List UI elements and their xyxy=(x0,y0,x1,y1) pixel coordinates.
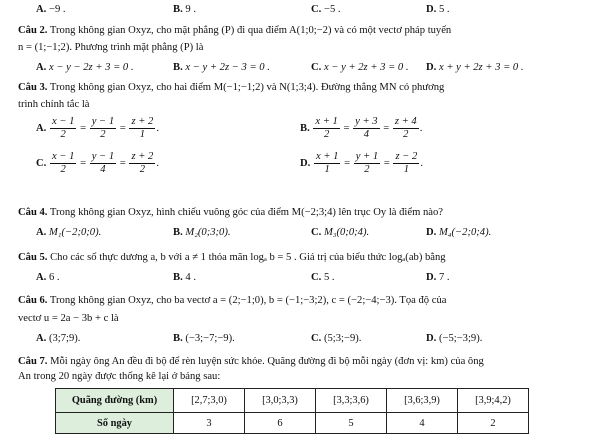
q3-b-frac-y: $\frac{y + 3}{4}$ xyxy=(355,116,378,141)
q4-stem: Câu 4. Trong không gian Oxyz, hình chiếu vuông góc của điểm M(−2;3;4) lên trục Oy là điểm nào? xyxy=(18,207,443,218)
q3-c-frac-y: $\frac{y - 1}{4}$ xyxy=(91,151,115,176)
q6-option-b: B. (−3;−7;−9). xyxy=(173,333,235,344)
q3-b-frac-z: $\frac{z + 4}{2}$ xyxy=(394,116,417,141)
q3-b-frac-x: $\frac{x + 1}{2}$ xyxy=(315,116,338,141)
q3-c-frac-x: $\frac{x - 1}{2}$ xyxy=(51,151,75,176)
q6-options xyxy=(36,331,587,347)
q3-option-d: D. $\frac{x + 1}{1}$ = $\frac{y + 1}{2}$ = $\frac{z - 2}{1}$ . xyxy=(300,151,423,176)
q2-option-c: C. x − y + 2z + 3 = 0 . xyxy=(311,62,409,73)
q3-a-frac-z: $\frac{z + 2}{1}$ xyxy=(131,116,154,141)
q3-stem-line2: trình chính tắc là xyxy=(18,99,90,110)
q4-option-a: A. M₁(−2;0;0). xyxy=(36,227,102,238)
q2-option-b: B. x − y + 2z − 3 = 0 . xyxy=(173,62,270,73)
q5-option-b: B. 4 . xyxy=(173,272,196,283)
q5-option-d: D. 7 . xyxy=(426,272,450,283)
q1-option-d: D. 5 . xyxy=(426,4,450,15)
q4-option-c: C. M₃(0;0;4). xyxy=(311,227,370,238)
table-cell-count: 4 xyxy=(387,413,458,434)
table-cell-count: 5 xyxy=(316,413,387,434)
q4-options xyxy=(36,225,587,241)
q7-stem-line1: Câu 7. Mỗi ngày ông An đều đi bộ để rèn luyện sức khỏe. Quãng đường đi bộ mỗi ngày (đơn vị: km) của ông xyxy=(18,356,484,367)
q5-option-c: C. 5 . xyxy=(311,272,335,283)
q2-options xyxy=(36,60,587,76)
q3-option-b: B. $\frac{x + 1}{2}$ = $\frac{y + 3}{4}$ = $\frac{z + 4}{2}$ . xyxy=(300,116,423,141)
q2-option-d: D. x + y + 2z + 3 = 0 . xyxy=(426,62,524,73)
table-cell-interval: [3,3;3,6) xyxy=(316,389,387,413)
q5-stem: Câu 5. Cho các số thực dương a, b với a ≠ 1 thỏa mãn logₐ b = 5 . Giá trị của biểu thức logₐ(ab) bằng xyxy=(18,252,446,263)
q1-option-a: A. −9 . xyxy=(36,4,66,15)
q3-d-frac-x: $\frac{x + 1}{1}$ xyxy=(315,151,339,176)
q2-stem-line2: n = (1;−1;2). Phương trình mặt phẳng (P) là xyxy=(18,42,204,53)
q6-option-c: C. (5;3;−9). xyxy=(311,333,362,344)
q3-d-frac-y: $\frac{y + 1}{2}$ xyxy=(355,151,379,176)
q7-stem-line2: An trong 20 ngày được thống kê lại ở bảng sau: xyxy=(18,371,221,382)
q6-option-d: D. (−5;−3;9). xyxy=(426,333,483,344)
q3-stem-line1: Câu 3. Trong không gian Oxyz, cho hai điểm M(−1;−1;2) và N(1;3;4). Đường thẳng MN có phương xyxy=(18,82,445,93)
table-cell-interval: [3,6;3,9) xyxy=(387,389,458,413)
table-row-distance xyxy=(56,389,529,413)
table-header-days: Số ngày xyxy=(56,413,174,434)
q5-options xyxy=(36,270,587,286)
q5-option-a: A. 6 . xyxy=(36,272,60,283)
q3-a-frac-x: $\frac{x - 1}{2}$ xyxy=(51,116,75,141)
table-cell-count: 3 xyxy=(174,413,245,434)
q3-option-a: A. $\frac{x - 1}{2}$ = $\frac{y - 1}{2}$ = $\frac{z + 2}{1}$ . xyxy=(36,116,159,141)
q3-d-frac-z: $\frac{z - 2}{1}$ xyxy=(395,151,418,176)
q7-distance-table xyxy=(55,388,529,434)
q3-option-c: C. $\frac{x - 1}{2}$ = $\frac{y - 1}{4}$ = $\frac{z + 2}{2}$ . xyxy=(36,151,159,176)
table-cell-count: 2 xyxy=(458,413,529,434)
table-cell-count: 6 xyxy=(245,413,316,434)
table-header-distance: Quãng đường (km) xyxy=(56,389,174,413)
q1-options xyxy=(36,2,587,18)
q4-option-b: B. M₂(0;3;0). xyxy=(173,227,231,238)
q6-stem-line1: Câu 6. Trong không gian Oxyz, cho ba vectơ a = (2;−1;0), b = (−1;−3;2), c = (−2;−4;−3). Tọa độ của xyxy=(18,295,447,306)
table-cell-interval: [3,0;3,3) xyxy=(245,389,316,413)
q3-c-frac-z: $\frac{z + 2}{2}$ xyxy=(131,151,154,176)
q6-stem-line2: vectơ u = 2a − 3b + c là xyxy=(18,313,119,324)
q3-a-frac-y: $\frac{y - 1}{2}$ xyxy=(91,116,115,141)
q6-option-a: A. (3;7;9). xyxy=(36,333,81,344)
table-row-days xyxy=(56,413,529,434)
q4-option-d: D. M₄(−2;0;4). xyxy=(426,227,492,238)
q2-stem-line1: Câu 2. Trong không gian Oxyz, cho mặt phẳng (P) đi qua điểm A(1;0;−2) và có một vectơ pháp tuyến xyxy=(18,25,452,36)
table-cell-interval: [3,9;4,2) xyxy=(458,389,529,413)
q2-option-a: A. x − y − 2z + 3 = 0 . xyxy=(36,62,134,73)
q1-option-c: C. −5 . xyxy=(311,4,341,15)
table-cell-interval: [2,7;3,0) xyxy=(174,389,245,413)
q1-option-b: B. 9 . xyxy=(173,4,196,15)
